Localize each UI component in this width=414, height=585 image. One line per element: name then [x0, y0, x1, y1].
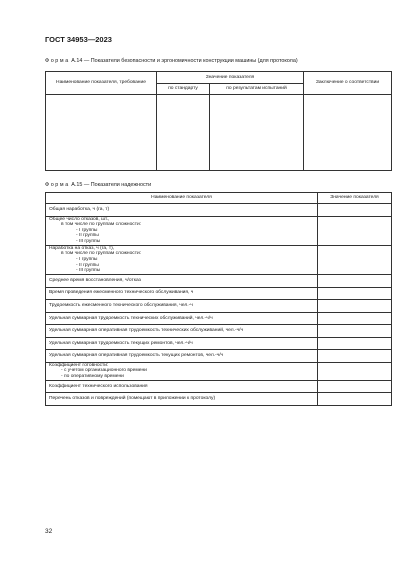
form-a14-header-values: Значение показателя — [157, 72, 304, 84]
form-a14-body-cell — [210, 95, 304, 171]
form-a14-header-compliance: Заключение о соответствии — [304, 72, 392, 95]
form-a14-body-cell — [46, 95, 157, 171]
indicator-value-cell — [318, 380, 392, 393]
indicator-name-cell — [46, 204, 318, 217]
indicator-value-cell — [318, 350, 392, 363]
form-a15-caption-text: А.15 — Показатели надежности — [69, 182, 152, 188]
table-row — [46, 325, 392, 338]
table-row — [46, 362, 392, 380]
indicator-value-cell — [318, 393, 392, 406]
form-a14-caption-text: А.14 — Показатели безопасности и эргономичности конструкции машины (для протокола) — [69, 58, 298, 64]
indicator-name-line: Трудоемкость ежесменного технического обслуживания, чел.-ч — [49, 303, 193, 308]
table-row — [46, 204, 392, 217]
indicator-name-line: в том числе по группам сложности: — [61, 251, 142, 257]
form-a15-caption — [45, 182, 151, 188]
table-row — [46, 274, 392, 287]
form-a14-body-cell — [304, 95, 392, 171]
indicator-name-line: - III группы — [76, 268, 101, 274]
indicator-name-cell — [46, 337, 318, 350]
indicator-name-line: Коэффициент технического использования — [49, 383, 148, 389]
form-a14-table — [45, 71, 392, 171]
indicator-name-cell — [46, 312, 318, 325]
table-row — [46, 287, 392, 300]
indicator-name-line: - II группы — [76, 262, 99, 268]
page-header-standard: ГОСТ 34953—2023 — [45, 35, 112, 44]
indicator-name-line: Перечень отказов и повреждений (помещают в приложении к протоколу) — [49, 396, 216, 402]
indicator-value-cell — [318, 245, 392, 274]
indicator-value-cell — [318, 337, 392, 350]
table-row — [46, 350, 392, 363]
form-a14-header-by-test: по результатам испытаний — [210, 84, 304, 95]
form-a15-table — [45, 192, 392, 406]
indicator-name-cell — [46, 216, 318, 245]
indicator-name-line: Удельная суммарная оперативная трудоемкость текущих ремонтов, чел.-ч/ч — [49, 353, 224, 359]
indicator-name-line: - III группы — [76, 239, 101, 245]
indicator-name-line: Удельная суммарная оперативная трудоемкость технических обслуживаний, чел.-ч/ч — [49, 328, 244, 334]
indicator-name-line: Коэффициент готовности: — [49, 362, 109, 368]
form-a15-caption-prefix: Форма — [45, 182, 70, 188]
table-row — [46, 312, 392, 325]
table-row — [46, 337, 392, 350]
indicator-name-cell — [46, 287, 318, 300]
indicator-name-line: - по оперативному времени — [61, 374, 124, 380]
indicator-value-cell — [318, 362, 392, 380]
indicator-name-line: - I группы — [76, 227, 98, 233]
indicator-name-line: - II группы — [76, 233, 99, 239]
indicator-value-cell — [318, 325, 392, 338]
indicator-name-line: - I группы — [76, 257, 98, 263]
indicator-name-line: Общая наработка, ч (га, т) — [49, 206, 110, 212]
indicator-name-line: Время проведения ежесменного технического обслуживания, ч — [49, 290, 194, 296]
form-a14-body-cell — [157, 95, 210, 171]
indicator-name-cell — [46, 274, 318, 287]
table-row — [46, 380, 392, 393]
indicator-name-cell — [46, 325, 318, 338]
form-a14-header-by-standard: по стандарту — [157, 84, 210, 95]
table-row — [46, 216, 392, 245]
indicator-value-cell — [318, 300, 392, 313]
form-a14-caption-prefix: Форма — [45, 58, 70, 64]
table-row — [46, 245, 392, 274]
table-row — [46, 300, 392, 313]
indicator-name-cell — [46, 300, 318, 313]
indicator-value-cell — [318, 204, 392, 217]
indicator-name-cell — [46, 350, 318, 363]
indicator-name-line: - с учетом организационного времени — [61, 368, 147, 374]
indicator-name-line: Удельная суммарная трудоемкость текущих ремонтов, чел.-ч/ч — [49, 340, 193, 346]
form-a14-caption — [45, 58, 298, 64]
indicator-name-line: Общее число отказов, шт., — [49, 216, 110, 222]
form-a14-header-name: Наименование показателя, требование — [46, 72, 157, 95]
indicator-name-line: в том числе по группам сложности: — [61, 222, 142, 228]
indicator-name-cell — [46, 245, 318, 274]
indicator-name-line: Среднее время восстановления, ч/отказ — [49, 277, 141, 283]
indicator-value-cell — [318, 312, 392, 325]
indicator-value-cell — [318, 274, 392, 287]
indicator-name-cell — [46, 380, 318, 393]
table-row — [46, 393, 392, 406]
indicator-name-line: Удельная суммарная трудоемкость технических обслуживаний, чел.-ч/ч — [49, 315, 213, 321]
indicator-name-cell — [46, 362, 318, 380]
indicator-value-cell — [318, 216, 392, 245]
page-number: 32 — [45, 528, 53, 535]
indicator-value-cell — [318, 287, 392, 300]
form-a15-header-value: Значение показателя — [318, 193, 392, 204]
form-a15-header-name: Наименование показателя — [46, 193, 318, 204]
indicator-name-cell — [46, 393, 318, 406]
indicator-name-line: Наработка на отказ, ч (га, т), — [49, 245, 115, 251]
